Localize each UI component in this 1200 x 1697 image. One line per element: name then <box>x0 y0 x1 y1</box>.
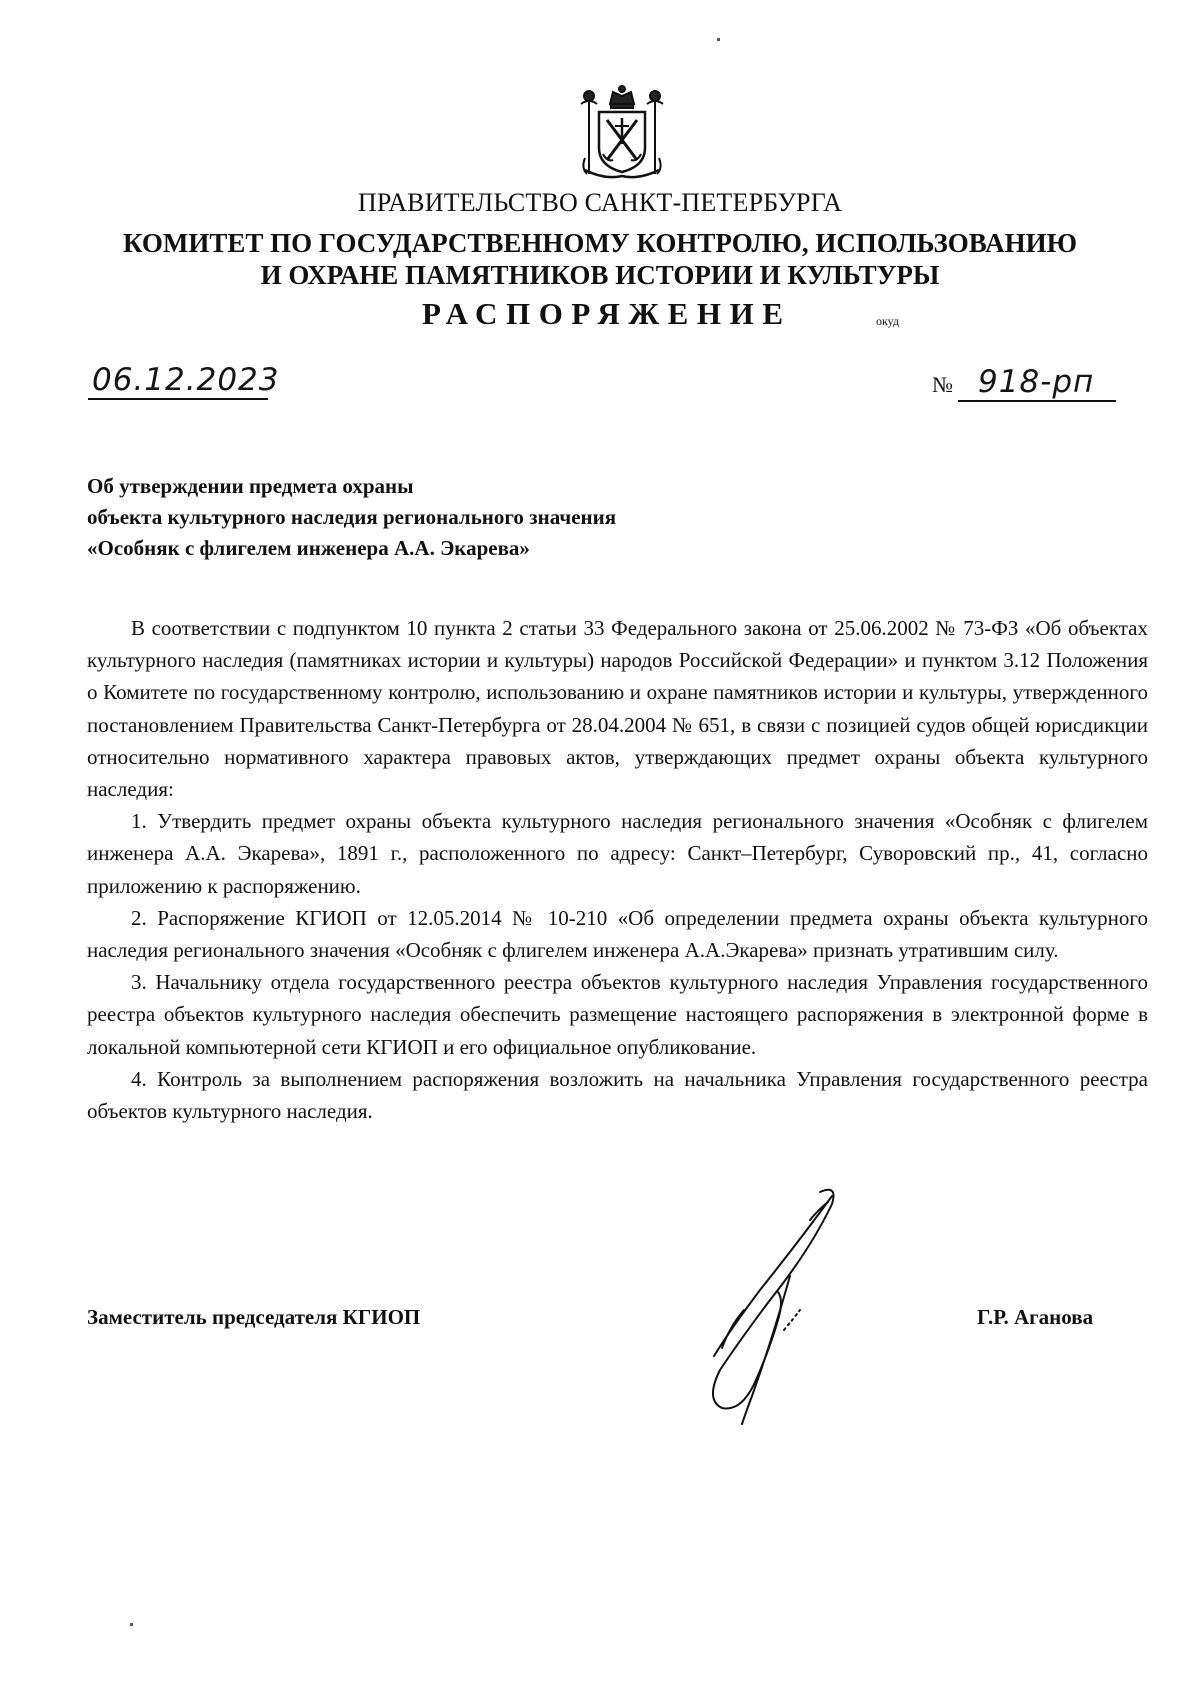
document-number: 918-рп <box>978 364 1095 400</box>
order-item-4: 4. Контроль за выполнением распоряжения возложить на начальника Управления государственного реестра объектов культурного наследия. <box>87 1066 1148 1124</box>
scan-speck <box>717 38 720 41</box>
signer-position: Заместитель председателя КГИОП <box>87 1305 421 1329</box>
signer-name: Г.Р. Аганова <box>977 1305 1094 1329</box>
order-item-1: 1. Утвердить предмет охраны объекта культурного наследия регионального значения «Особняк с флигелем инженера А.А. Экарева», 1891 г., расположенного по адресу: Санкт–Петербург, Суворовский пр., 41, согласно приложению к распоряжению. <box>87 809 1148 898</box>
order-item-2: 2. Распоряжение КГИОП от 12.05.2014 № 10-210 «Об определении предмета охраны объекта культурного наследия регионального значения «Особняк с флигелем инженера А.А.Экарева» признать утратившим силу. <box>87 905 1148 963</box>
subject-line: объекта культурного наследия регионального значения <box>87 505 617 529</box>
scan-speck <box>130 1623 133 1626</box>
number-underline <box>958 400 1116 402</box>
government-title: ПРАВИТЕЛЬСТВО САНКТ-ПЕТЕРБУРГА <box>357 188 843 217</box>
date-underline <box>88 398 268 400</box>
coat-of-arms-icon <box>575 82 669 182</box>
preamble-paragraph: В соответствии с подпунктом 10 пункта 2 статьи 33 Федерального закона от 25.06.2002 № 73-ФЗ «Об объектах культурного наследия (памятниках истории и культуры) народов Российской Федерации» и пунктом 3.12 Положения о Комитете по государственному контролю, использованию и охране памятников истории и культуры, утвержденного постановлением Правительства Санкт-Петербурга от 28.04.2004 № 651, в связи с позицией судов общей юрисдикции относительно нормативного характера правовых актов, утверждающих предмет охраны объекта культурного наследия: <box>87 616 1148 802</box>
number-sign: № <box>932 372 953 397</box>
order-item-3: 3. Начальнику отдела государственного реестра объектов культурного наследия Управления государственного реестра объектов культурного наследия обеспечить размещение настоящего распоряжения в электронной форме в локальной компьютерной сети КГИОП и его официальное опубликование. <box>87 970 1148 1059</box>
document-type-title: РАСПОРЯЖЕНИЕ <box>422 296 792 331</box>
subject-line: «Особняк с флигелем инженера А.А. Экарева» <box>87 536 530 560</box>
committee-name-line2: И ОХРАНЕ ПАМЯТНИКОВ ИСТОРИИ И КУЛЬТУРЫ <box>260 260 940 290</box>
document-date: 06.12.2023 <box>92 362 280 398</box>
okud-label: окуд <box>876 314 900 328</box>
order-body <box>87 612 1148 1127</box>
committee-name-line1: КОМИТЕТ ПО ГОСУДАРСТВЕННОМУ КОНТРОЛЮ, ИСПОЛЬЗОВАНИЮ <box>123 228 1077 258</box>
subject-line: Об утверждении предмета охраны <box>87 474 414 498</box>
handwritten-signature-icon <box>660 1180 920 1430</box>
